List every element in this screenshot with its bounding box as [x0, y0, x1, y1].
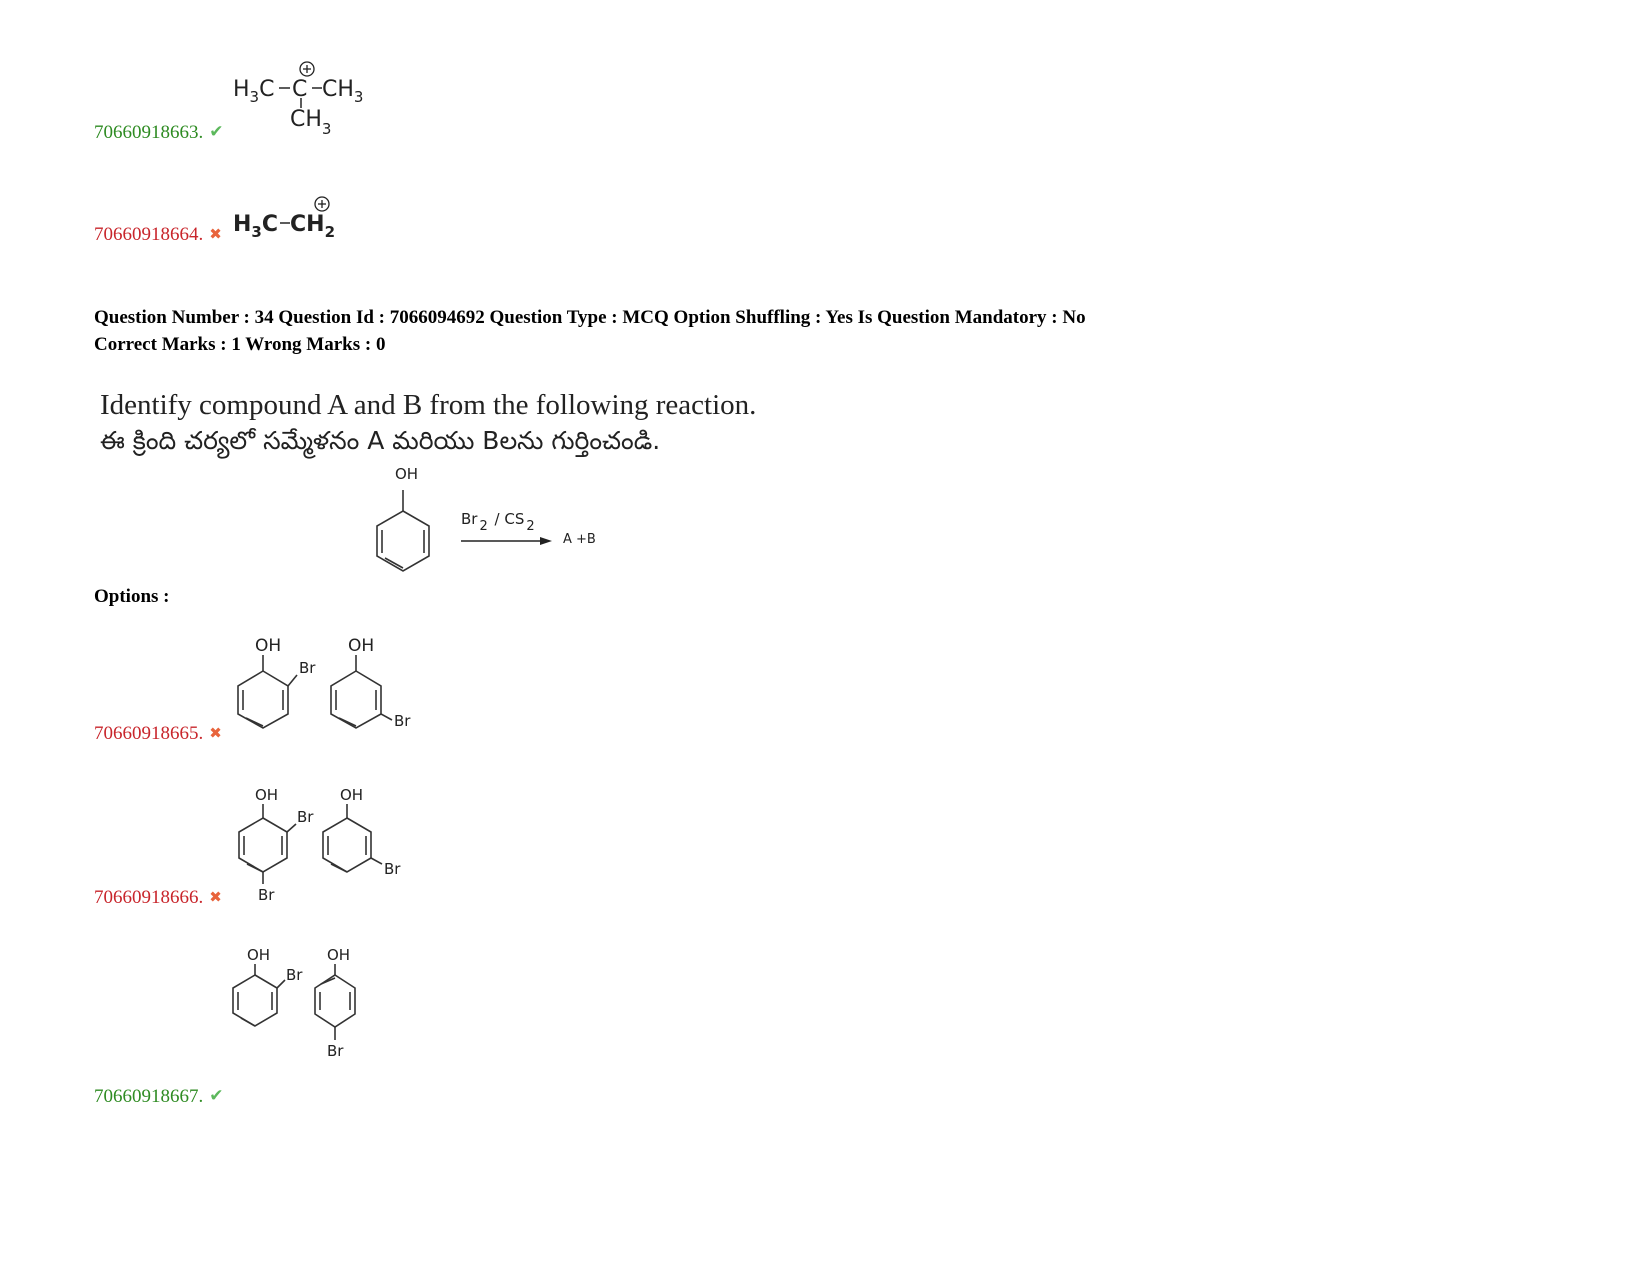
svg-text:OH: OH: [340, 786, 364, 804]
svg-text:CH3: $CH_3$: [290, 107, 332, 138]
svg-text:Br: Br: [384, 860, 401, 878]
svg-text:Br2 / CS2: Br 2 / CS 2: [461, 510, 535, 534]
options-label: Options :: [94, 586, 170, 607]
option-structure: [226, 942, 406, 1067]
svg-text:Br: Br: [327, 1042, 344, 1060]
svg-text:OH: OH: [395, 465, 419, 483]
cross-icon: ✖: [209, 726, 222, 742]
reaction-scheme: [370, 460, 620, 580]
option-structure: [230, 630, 430, 735]
option-id: 70660918665. ✖: [94, 723, 222, 744]
structure-tert-butyl-cation: [228, 58, 378, 146]
svg-text:Br: Br: [258, 886, 275, 904]
option-id: 70660918667. ✔: [94, 1086, 224, 1107]
svg-text:OH: OH: [255, 636, 282, 656]
option-id: 70660918666. ✖: [94, 887, 222, 908]
cross-icon: ✖: [209, 890, 222, 906]
svg-text:OH: OH: [255, 786, 279, 804]
svg-text:OH: OH: [348, 636, 375, 656]
question-text-english: Identify compound A and B from the following reaction.: [100, 389, 757, 421]
svg-text:Br: Br: [394, 712, 411, 730]
svg-text:Br: Br: [297, 808, 314, 826]
svg-text:OH: OH: [247, 946, 271, 964]
question-text-telugu: ఈ క్రింది చర్యలో సమ్మేళనం A మరియు Bలను గుర్తించండి.: [100, 426, 661, 455]
option-structure: [230, 782, 430, 907]
svg-text:C: C: [292, 77, 308, 102]
svg-text:Br: Br: [286, 966, 303, 984]
option-id: 70660918663. ✔: [94, 122, 224, 143]
svg-text:OH: OH: [327, 946, 351, 964]
check-icon: ✔: [209, 122, 224, 141]
question-meta: Question Number : 34 Question Id : 7066094692 Question Type : MCQ Option Shuffling : Yes Is Question Mandatory : No Correct Marks : 1 Wrong Marks : 0: [94, 307, 1086, 355]
svg-text:CH2: $CH_2$: [290, 212, 335, 241]
svg-text:H3C: $H_3C$: [233, 212, 279, 241]
structure-ethyl-cation: [228, 190, 348, 246]
svg-text:H3C: $H_3C$: [233, 77, 275, 106]
option-id: 70660918664. ✖: [94, 224, 222, 245]
svg-text:CH3: $CH_3$: [322, 77, 364, 106]
svg-text:Br: Br: [299, 659, 316, 677]
cross-icon: ✖: [209, 227, 222, 243]
svg-text:A +B: A +B: [563, 532, 596, 547]
check-icon: ✔: [209, 1086, 224, 1105]
